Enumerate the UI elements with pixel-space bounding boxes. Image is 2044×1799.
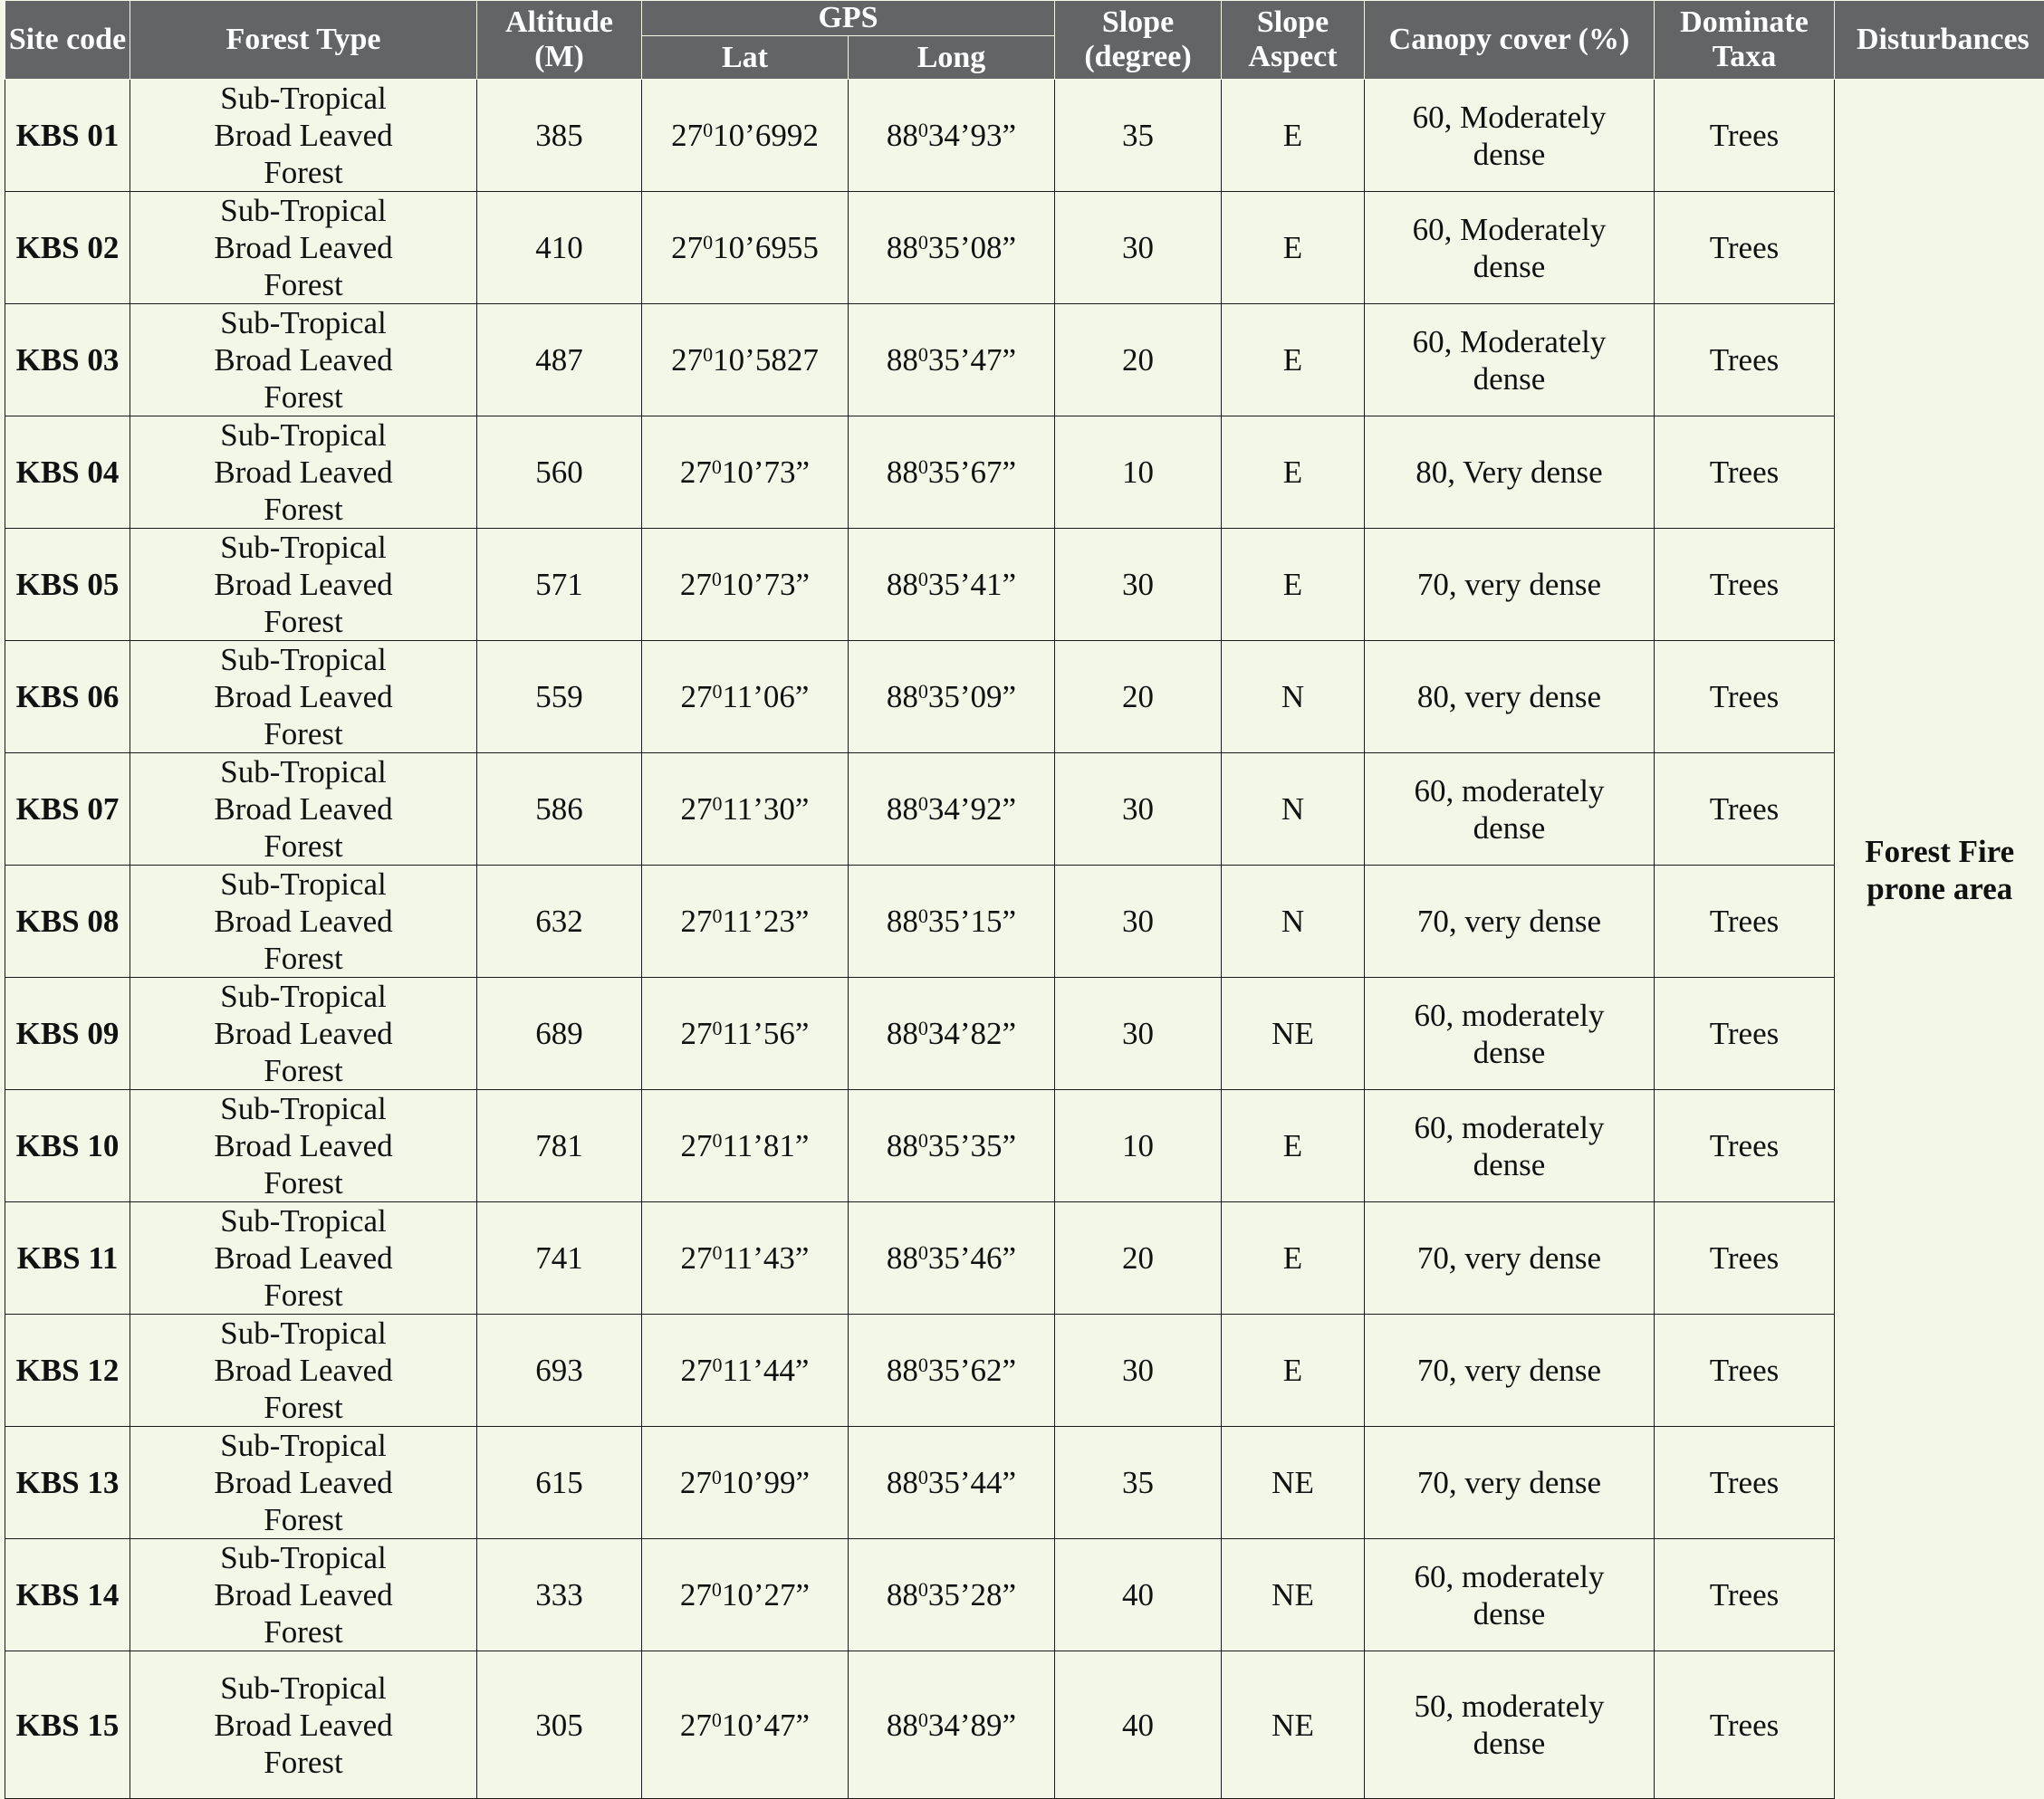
site-code-cell: KBS 12 (5, 1315, 130, 1427)
slope-aspect-cell: E (1222, 192, 1365, 304)
table-row (5, 1315, 2044, 1427)
forest-type-cell: Sub-Tropical Broad Leaved Forest (130, 978, 477, 1090)
altitude-cell: 487 (477, 304, 642, 416)
long-cell: $88^035’41$” (849, 529, 1055, 641)
long-cell: $88^035’46$” (849, 1202, 1055, 1315)
long-cell: $88^035’62$” (849, 1315, 1055, 1427)
slope-aspect-cell: NE (1222, 978, 1365, 1090)
lat-cell: $27^011’81$” (642, 1090, 849, 1202)
long-cell: $88^034’92$” (849, 753, 1055, 866)
table-row (5, 866, 2044, 978)
altitude-cell: 689 (477, 978, 642, 1090)
slope-aspect-cell: NE (1222, 1651, 1365, 1799)
site-code-cell: KBS 03 (5, 304, 130, 416)
slope-aspect-cell: E (1222, 529, 1365, 641)
lat-cell: $27^010’47$” (642, 1651, 849, 1799)
long-cell: $88^034’82$” (849, 978, 1055, 1090)
long-cell: $88^035’44$” (849, 1427, 1055, 1539)
slope-aspect-cell: N (1222, 753, 1365, 866)
header-disturbances: Disturbances (1835, 1, 2044, 80)
header-dominate-taxa: Dominate Taxa (1655, 1, 1835, 80)
slope-cell: 40 (1055, 1539, 1222, 1651)
slope-cell: 10 (1055, 1090, 1222, 1202)
taxa-cell: Trees (1655, 1651, 1835, 1799)
taxa-cell: Trees (1655, 80, 1835, 192)
canopy-cell: 60, moderately dense (1365, 1090, 1655, 1202)
forest-type-cell: Sub-Tropical Broad Leaved Forest (130, 529, 477, 641)
table-row (5, 1427, 2044, 1539)
lat-cell: $27^011’56$” (642, 978, 849, 1090)
altitude-cell: 560 (477, 416, 642, 529)
lat-cell: $27^011’43$” (642, 1202, 849, 1315)
forest-type-cell: Sub-Tropical Broad Leaved Forest (130, 416, 477, 529)
site-code-cell: KBS 09 (5, 978, 130, 1090)
slope-cell: 20 (1055, 1202, 1222, 1315)
slope-cell: 30 (1055, 1315, 1222, 1427)
site-code-cell: KBS 05 (5, 529, 130, 641)
forest-type-cell: Sub-Tropical Broad Leaved Forest (130, 1090, 477, 1202)
header-long: Long (849, 36, 1055, 80)
altitude-cell: 410 (477, 192, 642, 304)
table-row (5, 80, 2044, 192)
taxa-cell: Trees (1655, 304, 1835, 416)
site-code-cell: KBS 07 (5, 753, 130, 866)
header-slope-aspect: Slope Aspect (1222, 1, 1365, 80)
slope-cell: 20 (1055, 641, 1222, 753)
taxa-cell: Trees (1655, 529, 1835, 641)
site-code-cell: KBS 02 (5, 192, 130, 304)
slope-aspect-cell: N (1222, 866, 1365, 978)
altitude-cell: 305 (477, 1651, 642, 1799)
altitude-cell: 741 (477, 1202, 642, 1315)
site-code-cell: KBS 08 (5, 866, 130, 978)
slope-cell: 30 (1055, 866, 1222, 978)
header-site-code: Site code (5, 1, 130, 80)
canopy-cell: 60, Moderately dense (1365, 304, 1655, 416)
site-code-cell: KBS 13 (5, 1427, 130, 1539)
long-cell: $88^035’47$” (849, 304, 1055, 416)
header-canopy-cover: Canopy cover (%) (1365, 1, 1655, 80)
header-gps: GPS (642, 1, 1055, 36)
long-cell: $88^035’67$” (849, 416, 1055, 529)
slope-aspect-cell: E (1222, 1315, 1365, 1427)
forest-type-cell: Sub-Tropical Broad Leaved Forest (130, 1427, 477, 1539)
canopy-cell: 80, very dense (1365, 641, 1655, 753)
canopy-cell: 60, moderately dense (1365, 753, 1655, 866)
forest-type-cell: Sub-Tropical Broad Leaved Forest (130, 1315, 477, 1427)
altitude-cell: 571 (477, 529, 642, 641)
site-code-cell: KBS 11 (5, 1202, 130, 1315)
header-lat: Lat (642, 36, 849, 80)
long-cell: $88^034’89$” (849, 1651, 1055, 1799)
lat-cell: $27^010’99$” (642, 1427, 849, 1539)
header-forest-type: Forest Type (130, 1, 477, 80)
forest-type-cell: Sub-Tropical Broad Leaved Forest (130, 1651, 477, 1799)
taxa-cell: Trees (1655, 753, 1835, 866)
taxa-cell: Trees (1655, 1202, 1835, 1315)
slope-aspect-cell: E (1222, 304, 1365, 416)
forest-type-cell: Sub-Tropical Broad Leaved Forest (130, 304, 477, 416)
lat-cell: $27^010’6992$ (642, 80, 849, 192)
site-code-cell: KBS 04 (5, 416, 130, 529)
table-row (5, 1539, 2044, 1651)
canopy-cell: 50, moderately dense (1365, 1651, 1655, 1799)
slope-aspect-cell: E (1222, 1090, 1365, 1202)
forest-type-cell: Sub-Tropical Broad Leaved Forest (130, 866, 477, 978)
slope-cell: 40 (1055, 1651, 1222, 1799)
canopy-cell: 60, moderately dense (1365, 1539, 1655, 1651)
taxa-cell: Trees (1655, 1090, 1835, 1202)
canopy-cell: 60, Moderately dense (1365, 80, 1655, 192)
lat-cell: $27^011’23$” (642, 866, 849, 978)
table-row (5, 1202, 2044, 1315)
altitude-cell: 615 (477, 1427, 642, 1539)
table-row (5, 304, 2044, 416)
taxa-cell: Trees (1655, 416, 1835, 529)
taxa-cell: Trees (1655, 1539, 1835, 1651)
table-row (5, 192, 2044, 304)
slope-cell: 10 (1055, 416, 1222, 529)
slope-aspect-cell: E (1222, 416, 1365, 529)
altitude-cell: 693 (477, 1315, 642, 1427)
header-slope: Slope (degree) (1055, 1, 1222, 80)
table-row (5, 641, 2044, 753)
forest-sites-table (5, 0, 2044, 1799)
slope-cell: 35 (1055, 80, 1222, 192)
site-code-cell: KBS 10 (5, 1090, 130, 1202)
altitude-cell: 559 (477, 641, 642, 753)
slope-cell: 30 (1055, 192, 1222, 304)
taxa-cell: Trees (1655, 192, 1835, 304)
table-row (5, 529, 2044, 641)
header-altitude: Altitude (M) (477, 1, 642, 80)
taxa-cell: Trees (1655, 1427, 1835, 1539)
canopy-cell: 70, very dense (1365, 866, 1655, 978)
table-row (5, 978, 2044, 1090)
forest-type-cell: Sub-Tropical Broad Leaved Forest (130, 1202, 477, 1315)
long-cell: $88^035’15$” (849, 866, 1055, 978)
altitude-cell: 586 (477, 753, 642, 866)
slope-cell: 20 (1055, 304, 1222, 416)
slope-cell: 35 (1055, 1427, 1222, 1539)
altitude-cell: 385 (477, 80, 642, 192)
site-code-cell: KBS 14 (5, 1539, 130, 1651)
long-cell: $88^035’35$” (849, 1090, 1055, 1202)
canopy-cell: 70, very dense (1365, 1315, 1655, 1427)
site-code-cell: KBS 01 (5, 80, 130, 192)
lat-cell: $27^010’27$” (642, 1539, 849, 1651)
canopy-cell: 80, Very dense (1365, 416, 1655, 529)
forest-type-cell: Sub-Tropical Broad Leaved Forest (130, 1539, 477, 1651)
site-code-cell: KBS 15 (5, 1651, 130, 1799)
forest-type-cell: Sub-Tropical Broad Leaved Forest (130, 753, 477, 866)
table-row (5, 753, 2044, 866)
slope-aspect-cell: E (1222, 1202, 1365, 1315)
canopy-cell: 70, very dense (1365, 1427, 1655, 1539)
table-body (5, 80, 2044, 1799)
canopy-cell: 70, very dense (1365, 1202, 1655, 1315)
long-cell: $88^035’28$” (849, 1539, 1055, 1651)
forest-type-cell: Sub-Tropical Broad Leaved Forest (130, 80, 477, 192)
site-code-cell: KBS 06 (5, 641, 130, 753)
lat-cell: $27^010’5827$ (642, 304, 849, 416)
lat-cell: $27^010’73$” (642, 529, 849, 641)
taxa-cell: Trees (1655, 978, 1835, 1090)
disturbances-cell: Forest Fire prone area (1835, 80, 2044, 1799)
slope-aspect-cell: NE (1222, 1539, 1365, 1651)
table-row (5, 416, 2044, 529)
slope-aspect-cell: NE (1222, 1427, 1365, 1539)
forest-type-cell: Sub-Tropical Broad Leaved Forest (130, 192, 477, 304)
table-row (5, 1090, 2044, 1202)
lat-cell: $27^010’6955$ (642, 192, 849, 304)
slope-cell: 30 (1055, 529, 1222, 641)
taxa-cell: Trees (1655, 1315, 1835, 1427)
forest-type-cell: Sub-Tropical Broad Leaved Forest (130, 641, 477, 753)
slope-cell: 30 (1055, 978, 1222, 1090)
long-cell: $88^035’08$” (849, 192, 1055, 304)
canopy-cell: 60, Moderately dense (1365, 192, 1655, 304)
lat-cell: $27^011’30$” (642, 753, 849, 866)
altitude-cell: 781 (477, 1090, 642, 1202)
altitude-cell: 632 (477, 866, 642, 978)
canopy-cell: 60, moderately dense (1365, 978, 1655, 1090)
long-cell: $88^035’09$” (849, 641, 1055, 753)
long-cell: $88^034’93$” (849, 80, 1055, 192)
taxa-cell: Trees (1655, 641, 1835, 753)
table-row (5, 1651, 2044, 1799)
slope-aspect-cell: N (1222, 641, 1365, 753)
altitude-cell: 333 (477, 1539, 642, 1651)
canopy-cell: 70, very dense (1365, 529, 1655, 641)
lat-cell: $27^011’06$” (642, 641, 849, 753)
slope-aspect-cell: E (1222, 80, 1365, 192)
lat-cell: $27^011’44$” (642, 1315, 849, 1427)
lat-cell: $27^010’73$” (642, 416, 849, 529)
slope-cell: 30 (1055, 753, 1222, 866)
taxa-cell: Trees (1655, 866, 1835, 978)
